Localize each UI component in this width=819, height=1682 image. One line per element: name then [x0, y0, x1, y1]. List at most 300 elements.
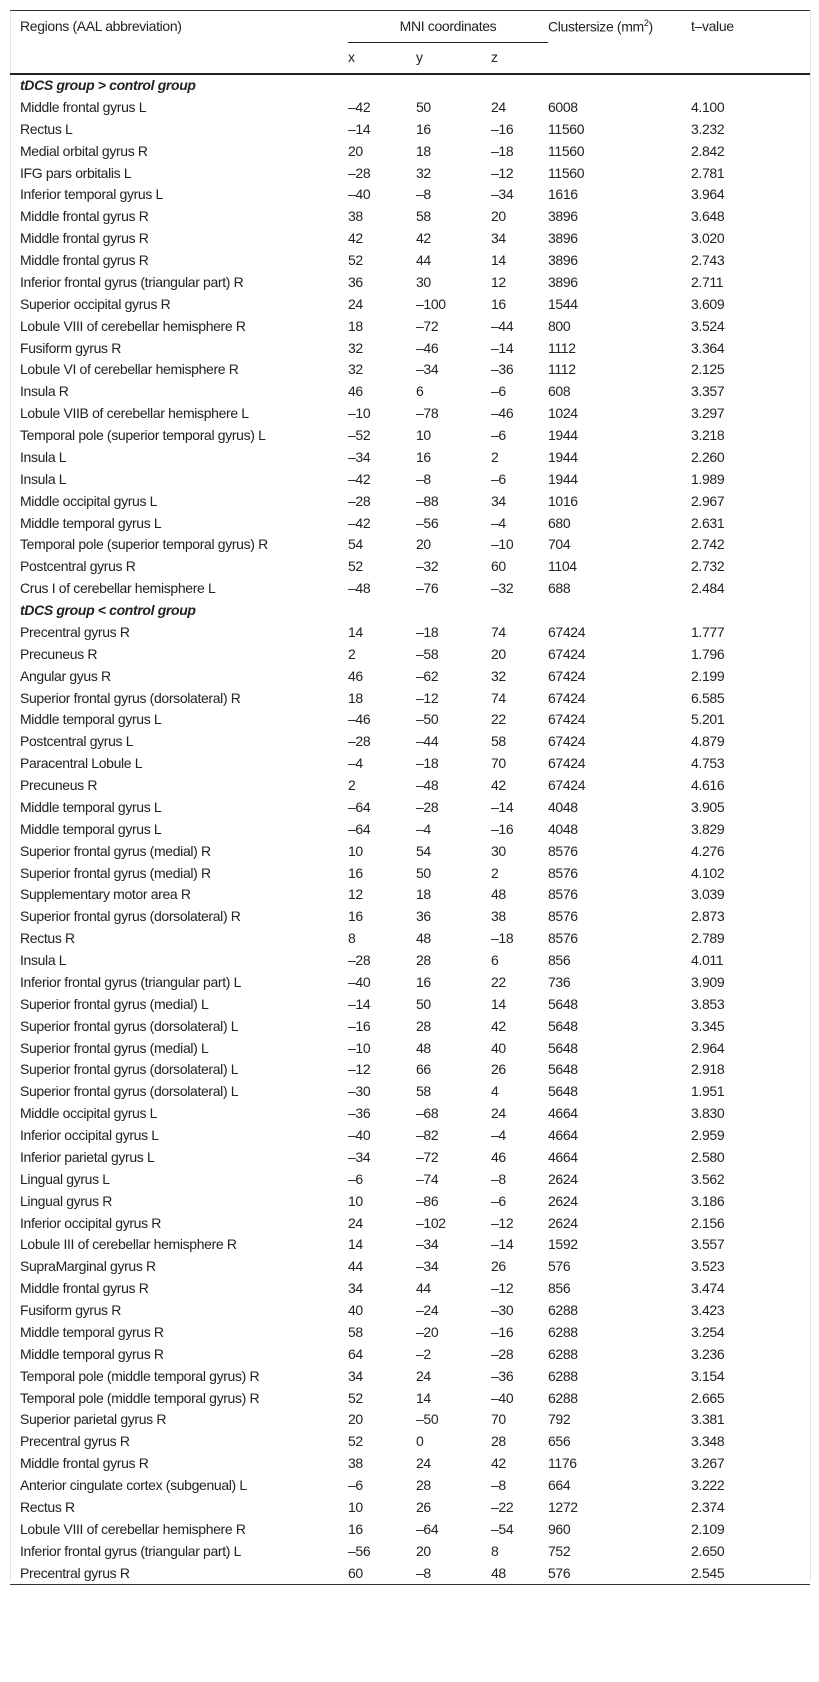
cell-t-value: 1.777: [691, 623, 725, 640]
cell-z: –36: [491, 1367, 514, 1384]
cell-t-value: 3.648: [691, 208, 725, 225]
cell-y: –76: [416, 580, 439, 597]
table-row: [10, 1081, 810, 1103]
cell-y: 24: [416, 1367, 431, 1384]
cell-z: –34: [491, 186, 514, 203]
cell-t-value: 3.364: [691, 339, 725, 356]
cell-x: –40: [348, 186, 371, 203]
cell-z: 26: [491, 1258, 506, 1275]
table-row: [10, 1256, 810, 1278]
cell-y: –74: [416, 1170, 439, 1187]
cell-x: –56: [348, 1542, 371, 1559]
cell-x: 16: [348, 1520, 363, 1537]
cell-z: –44: [491, 317, 514, 334]
table-row: [10, 338, 810, 360]
table-row: [10, 513, 810, 535]
cell-x: 46: [348, 383, 363, 400]
cell-y: –100: [416, 295, 446, 312]
cell-t-value: 3.348: [691, 1433, 725, 1450]
cell-x: 16: [348, 864, 363, 881]
cell-region: Lingual gyrus L: [20, 1170, 110, 1187]
cell-clustersize: 4048: [548, 820, 578, 837]
cell-x: 52: [348, 1389, 363, 1406]
cell-z: –14: [491, 339, 514, 356]
cell-x: 36: [348, 273, 363, 290]
cell-y: 32: [416, 164, 431, 181]
cell-y: 16: [416, 973, 431, 990]
cell-y: –34: [416, 1258, 439, 1275]
cell-x: 2: [348, 777, 356, 793]
cell-x: –6: [348, 1170, 363, 1187]
cell-t-value: 2.125: [691, 361, 725, 378]
cell-y: –46: [416, 339, 439, 356]
cell-x: –42: [348, 98, 371, 115]
cell-x: 58: [348, 1323, 363, 1340]
cell-y: –102: [416, 1214, 446, 1231]
table-row: [10, 1234, 810, 1256]
cell-clustersize: 67424: [548, 733, 586, 750]
cell-z: 42: [491, 777, 506, 793]
cell-t-value: 3.186: [691, 1192, 725, 1209]
cell-region: Crus I of cerebellar hemisphere L: [20, 580, 216, 597]
cell-region: Insula L: [20, 448, 67, 465]
cell-region: Lobule VIII of cerebellar hemisphere R: [20, 1520, 246, 1537]
cell-region: Inferior occipital gyrus R: [20, 1214, 162, 1231]
cell-x: 38: [348, 208, 363, 225]
cell-t-value: 4.100: [691, 98, 725, 115]
cell-x: 10: [348, 1192, 363, 1209]
cell-y: 6: [416, 383, 424, 400]
cell-z: 38: [491, 908, 506, 925]
cell-region: Superior frontal gyrus (medial) R: [20, 864, 211, 881]
cell-clustersize: 856: [548, 1280, 571, 1297]
cell-y: –32: [416, 558, 439, 575]
header-y: y: [416, 49, 423, 65]
section-header-row: [10, 600, 810, 622]
cell-clustersize: 67424: [548, 755, 586, 772]
section-header-row: [10, 74, 810, 97]
cell-region: Middle temporal gyrus L: [20, 820, 162, 837]
cell-x: –4: [348, 755, 363, 772]
cell-z: –46: [491, 405, 514, 422]
cell-region: Middle frontal gyrus L: [20, 98, 147, 115]
cell-z: 34: [491, 230, 506, 247]
cell-y: 26: [416, 1498, 431, 1515]
cell-region: Superior frontal gyrus (medial) L: [20, 1039, 209, 1056]
cell-y: –34: [416, 361, 439, 378]
table-row: [10, 1059, 810, 1081]
cell-clustersize: 680: [548, 514, 571, 531]
cell-x: 34: [348, 1367, 363, 1384]
header-mni: [348, 11, 548, 44]
cell-x: 46: [348, 667, 363, 684]
cell-t-value: 3.905: [691, 798, 725, 815]
cell-region: Superior frontal gyrus (dorsolateral) L: [20, 1017, 239, 1034]
cell-z: 22: [491, 973, 506, 990]
cell-t-value: 2.545: [691, 1564, 725, 1581]
cell-t-value: 3.297: [691, 405, 725, 422]
cell-z: –36: [491, 361, 514, 378]
cell-z: –22: [491, 1498, 514, 1515]
table-row: [10, 666, 810, 688]
cell-z: 74: [491, 689, 506, 706]
cell-z: –10: [491, 536, 514, 553]
cell-clustersize: 4048: [548, 798, 578, 815]
cell-t-value: 2.484: [691, 580, 725, 597]
table-row: [10, 731, 810, 753]
cell-region: Lobule VIIB of cerebellar hemisphere L: [20, 405, 249, 422]
cell-z: 20: [491, 645, 506, 662]
cell-region: Lobule VIII of cerebellar hemisphere R: [20, 317, 246, 334]
cell-x: –28: [348, 952, 371, 968]
cell-z: –8: [491, 1477, 506, 1493]
cell-y: –8: [416, 1564, 431, 1581]
cell-y: –62: [416, 667, 439, 684]
cell-z: 42: [491, 1455, 506, 1472]
table-row: [10, 950, 810, 972]
cell-region: Inferior temporal gyrus L: [20, 186, 163, 203]
cell-t-value: 4.879: [691, 733, 725, 750]
cell-t-value: 3.853: [691, 995, 725, 1012]
cell-y: –82: [416, 1127, 439, 1143]
cell-z: –32: [491, 580, 514, 597]
cell-y: 44: [416, 1280, 431, 1297]
cell-region: Temporal pole (middle temporal gyrus) R: [20, 1389, 260, 1406]
cell-y: –18: [416, 755, 439, 772]
cell-region: Angular gyus R: [20, 667, 111, 684]
header-x: x: [348, 49, 355, 65]
cell-z: 14: [491, 995, 506, 1012]
cell-y: –24: [416, 1302, 439, 1318]
table-row: [10, 1409, 810, 1431]
cell-x: 38: [348, 1455, 363, 1472]
cell-y: 14: [416, 1389, 431, 1406]
cell-t-value: 3.357: [691, 383, 725, 400]
cell-y: 58: [416, 208, 431, 225]
cell-z: 26: [491, 1061, 506, 1078]
cell-z: –18: [491, 142, 514, 159]
table-row: [10, 841, 810, 863]
cell-t-value: 4.616: [691, 777, 725, 793]
cell-region: Middle frontal gyrus R: [20, 1455, 149, 1472]
cell-z: –8: [491, 1170, 506, 1187]
cell-t-value: 2.918: [691, 1061, 725, 1078]
cell-region: Middle frontal gyrus R: [20, 208, 149, 225]
table-row: [10, 1497, 810, 1519]
cell-y: 18: [416, 886, 431, 903]
cell-clustersize: 1272: [548, 1498, 578, 1515]
table-row: [10, 972, 810, 994]
cell-clustersize: 67424: [548, 711, 586, 728]
cell-z: 74: [491, 623, 506, 640]
cell-region: Superior frontal gyrus (medial) L: [20, 995, 209, 1012]
table-row: [10, 1038, 810, 1060]
cell-t-value: 2.964: [691, 1039, 725, 1056]
cell-t-value: 3.254: [691, 1323, 725, 1340]
cell-z: –6: [491, 470, 506, 487]
table-row: [10, 1016, 810, 1038]
cell-x: 18: [348, 317, 363, 334]
cell-x: –14: [348, 995, 371, 1012]
cell-x: –42: [348, 514, 371, 531]
cell-x: 24: [348, 295, 363, 312]
cell-clustersize: 4664: [548, 1148, 578, 1165]
table-row: [10, 709, 810, 731]
table-row: [10, 884, 810, 906]
cell-t-value: 2.959: [691, 1127, 725, 1143]
cell-z: –40: [491, 1389, 514, 1406]
cell-t-value: 3.222: [691, 1477, 725, 1493]
cell-x: –34: [348, 448, 371, 465]
cell-clustersize: 5648: [548, 995, 578, 1012]
cell-y: 66: [416, 1061, 431, 1078]
cell-t-value: 3.909: [691, 973, 725, 990]
cell-y: 24: [416, 1455, 431, 1472]
cell-y: –88: [416, 492, 439, 509]
cell-y: –48: [416, 777, 439, 793]
cell-y: 20: [416, 536, 431, 553]
cell-z: 60: [491, 558, 506, 575]
table-body: [10, 74, 810, 1585]
cell-x: 52: [348, 558, 363, 575]
cell-t-value: 2.665: [691, 1389, 725, 1406]
cell-x: 32: [348, 361, 363, 378]
cell-region: Insula L: [20, 470, 67, 487]
cell-z: –6: [491, 427, 506, 443]
cell-x: 34: [348, 1280, 363, 1297]
cell-region: Postcentral gyrus L: [20, 733, 134, 750]
cell-y: –50: [416, 1411, 439, 1428]
cell-y: 28: [416, 952, 431, 968]
cell-y: –86: [416, 1192, 439, 1209]
cell-region: Fusiform gyrus R: [20, 339, 121, 356]
table-row: [10, 556, 810, 578]
table-row: [10, 775, 810, 797]
cell-z: 2: [491, 864, 499, 881]
cell-region: Precentral gyrus R: [20, 1433, 130, 1450]
cell-y: –56: [416, 514, 439, 531]
cell-z: 6: [491, 952, 499, 968]
cell-z: 28: [491, 1433, 506, 1450]
header-row: [10, 11, 810, 44]
cell-z: –28: [491, 1345, 514, 1362]
table-row: [10, 534, 810, 556]
cell-clustersize: 5648: [548, 1039, 578, 1056]
cell-z: –12: [491, 164, 514, 181]
cell-t-value: 3.381: [691, 1411, 725, 1428]
cell-region: Superior frontal gyrus (dorsolateral) R: [20, 689, 241, 706]
cell-t-value: 3.236: [691, 1345, 725, 1362]
table-row: [10, 1475, 810, 1497]
table-row: [10, 1344, 810, 1366]
cell-clustersize: 2624: [548, 1214, 578, 1231]
cell-region: Supplementary motor area R: [20, 886, 191, 903]
cell-region: Lobule III of cerebellar hemisphere R: [20, 1236, 237, 1253]
cell-clustersize: 792: [548, 1411, 571, 1428]
cell-z: 70: [491, 1411, 506, 1428]
cell-t-value: 2.732: [691, 558, 725, 575]
cell-clustersize: 6288: [548, 1323, 578, 1340]
cell-x: –12: [348, 1061, 371, 1078]
cell-clustersize: 576: [548, 1564, 571, 1581]
cell-clustersize: 1616: [548, 186, 578, 203]
cell-clustersize: 6008: [548, 98, 578, 115]
cell-region: Rectus R: [20, 930, 75, 947]
cell-t-value: 3.345: [691, 1017, 725, 1034]
cell-t-value: 2.260: [691, 448, 725, 465]
cell-t-value: 2.109: [691, 1520, 725, 1537]
cell-clustersize: 1112: [548, 361, 576, 378]
table-row: [10, 1366, 810, 1388]
cell-clustersize: 608: [548, 383, 571, 400]
cell-t-value: 2.967: [691, 492, 725, 509]
cell-t-value: 2.842: [691, 142, 725, 159]
cell-y: 50: [416, 995, 431, 1012]
cell-clustersize: 1016: [548, 492, 578, 509]
cell-x: –36: [348, 1105, 371, 1122]
cell-z: –14: [491, 1236, 514, 1253]
table-row: [10, 797, 810, 819]
cell-x: 14: [348, 623, 363, 640]
cell-z: –16: [491, 120, 514, 137]
table-row: [10, 447, 810, 469]
cell-z: –12: [491, 1280, 514, 1297]
cell-x: 2: [348, 645, 356, 662]
cell-clustersize: 688: [548, 580, 571, 597]
cell-region: Superior parietal gyrus R: [20, 1411, 167, 1428]
table-row: [10, 1388, 810, 1410]
table-row: [10, 163, 810, 185]
cell-y: 30: [416, 273, 431, 290]
cell-region: Insula R: [20, 383, 69, 400]
cell-region: Inferior parietal gyrus L: [20, 1148, 155, 1165]
cell-region: Middle occipital gyrus L: [20, 1105, 158, 1122]
cell-region: SupraMarginal gyrus R: [20, 1258, 156, 1275]
cell-region: Rectus R: [20, 1498, 75, 1515]
table-row: [10, 316, 810, 338]
cell-t-value: 3.557: [691, 1236, 725, 1253]
cell-t-value: 3.523: [691, 1258, 725, 1275]
cell-region: Middle frontal gyrus R: [20, 1280, 149, 1297]
cell-y: 10: [416, 427, 431, 443]
cell-x: –46: [348, 711, 371, 728]
cell-region: Insula L: [20, 952, 67, 968]
cell-z: –16: [491, 1323, 514, 1340]
cell-region: Middle temporal gyrus L: [20, 711, 162, 728]
cell-t-value: 2.580: [691, 1148, 725, 1165]
cell-y: 50: [416, 98, 431, 115]
cell-x: –16: [348, 1017, 371, 1034]
cell-clustersize: 67424: [548, 689, 586, 706]
cell-z: 12: [491, 273, 506, 290]
cell-region: Superior frontal gyrus (medial) R: [20, 842, 211, 859]
table-row: [10, 688, 810, 710]
cell-t-value: 5.201: [691, 711, 725, 728]
table-row: [10, 928, 810, 950]
cell-y: 44: [416, 252, 431, 268]
cell-region: Inferior frontal gyrus (triangular part) L: [20, 973, 242, 990]
cell-clustersize: 5648: [548, 1017, 578, 1034]
cell-t-value: 2.743: [691, 252, 725, 268]
cell-t-value: 3.830: [691, 1105, 725, 1122]
cell-y: 36: [416, 908, 431, 925]
cell-clustersize: 4664: [548, 1105, 578, 1122]
cell-region: Lobule VI of cerebellar hemisphere R: [20, 361, 239, 378]
cell-x: –64: [348, 820, 371, 837]
table-row: [10, 1453, 810, 1475]
cell-x: –52: [348, 427, 371, 443]
cell-region: Middle frontal gyrus R: [20, 230, 149, 247]
cell-region: Temporal pole (middle temporal gyrus) R: [20, 1367, 260, 1384]
table-row: [10, 863, 810, 885]
cell-t-value: 3.154: [691, 1367, 725, 1384]
cell-region: Postcentral gyrus R: [20, 558, 136, 575]
cell-x: –6: [348, 1477, 363, 1493]
table-row: [10, 644, 810, 666]
table-row: [10, 381, 810, 403]
table-row: [10, 1103, 810, 1125]
cell-t-value: 2.650: [691, 1542, 725, 1559]
cell-region: Temporal pole (superior temporal gyrus) L: [20, 427, 266, 443]
table-row: [10, 1169, 810, 1191]
table-row: [10, 1191, 810, 1213]
cell-region: Precentral gyrus R: [20, 1564, 130, 1581]
section-title: tDCS group < control group: [20, 602, 196, 618]
cell-x: 12: [348, 886, 363, 903]
cell-t-value: 3.423: [691, 1302, 725, 1318]
cell-clustersize: 1944: [548, 470, 578, 487]
cell-y: 48: [416, 1039, 431, 1056]
cell-z: 40: [491, 1039, 506, 1056]
cell-x: 16: [348, 908, 363, 925]
table-row: [10, 1147, 810, 1169]
cell-z: 58: [491, 733, 506, 750]
cell-clustersize: 8576: [548, 886, 578, 903]
cell-region: IFG pars orbitalis L: [20, 164, 132, 181]
cell-y: –58: [416, 645, 439, 662]
header-clustersize-label: Clustersize (mm: [548, 18, 644, 35]
cell-t-value: 3.562: [691, 1170, 725, 1187]
cell-x: 8: [348, 930, 356, 947]
cell-t-value: 3.267: [691, 1455, 725, 1472]
table-row: [10, 491, 810, 513]
cell-z: –4: [491, 514, 506, 531]
cell-t-value: 3.039: [691, 886, 725, 903]
cell-clustersize: 67424: [548, 645, 586, 662]
cell-t-value: 3.524: [691, 317, 725, 334]
cell-z: –18: [491, 930, 514, 947]
table-row: [10, 578, 810, 600]
cell-clustersize: 800: [548, 317, 571, 334]
cell-y: –12: [416, 689, 439, 706]
cell-t-value: 3.218: [691, 427, 725, 443]
cell-z: 32: [491, 667, 506, 684]
table-row: [10, 294, 810, 316]
cell-y: –18: [416, 623, 439, 640]
section-title: tDCS group > control group: [20, 77, 196, 93]
cell-t-value: 3.474: [691, 1280, 725, 1297]
cell-y: –78: [416, 405, 439, 422]
cell-y: –2: [416, 1345, 431, 1362]
cell-clustersize: 3896: [548, 208, 578, 225]
cell-region: Inferior frontal gyrus (triangular part) L: [20, 1542, 242, 1559]
cell-y: –4: [416, 820, 431, 837]
cell-z: 24: [491, 98, 506, 115]
table-row: [10, 1322, 810, 1344]
cell-clustersize: 752: [548, 1542, 571, 1559]
table-row: [10, 184, 810, 206]
cell-x: –10: [348, 405, 371, 422]
